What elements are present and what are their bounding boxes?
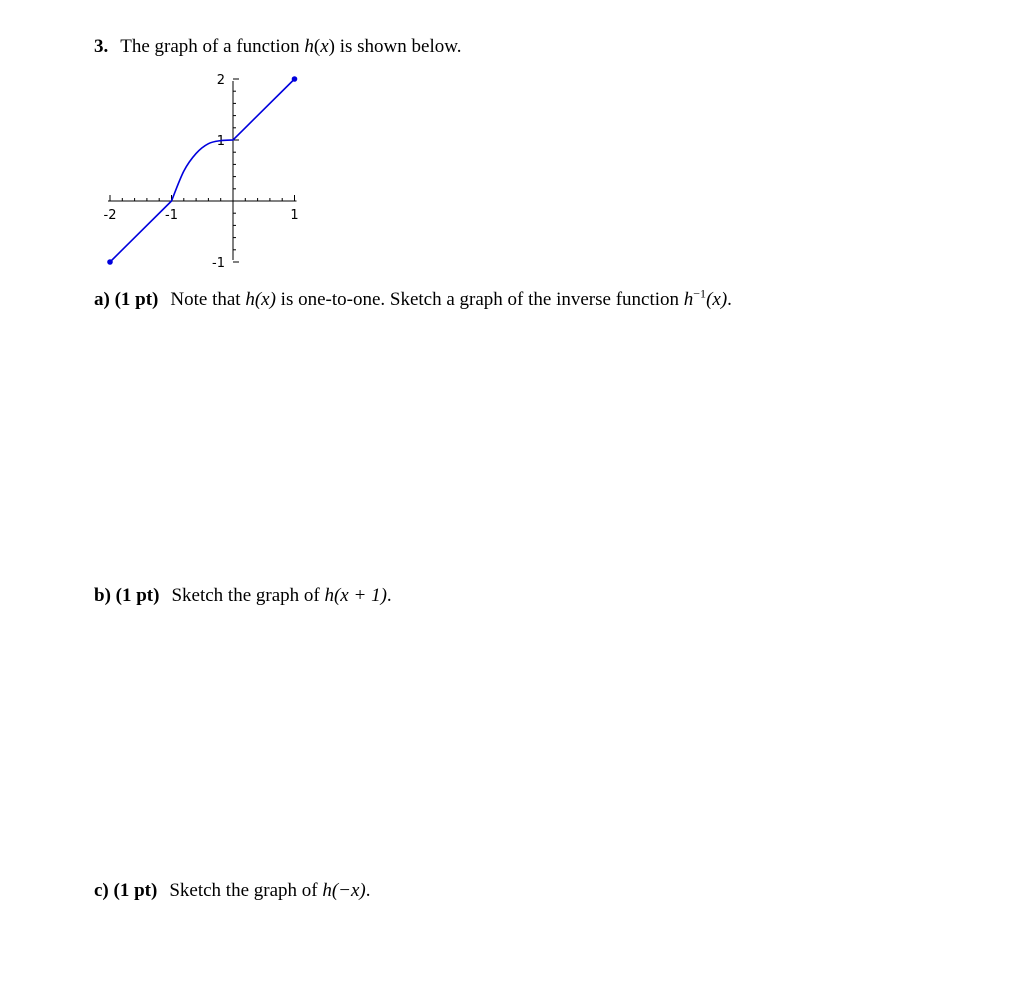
y-tick-label: 2: [216, 73, 225, 88]
function-graph: [0, 0, 1009, 300]
part-b-fn: h(x + 1): [324, 585, 387, 606]
part-a: [94, 286, 732, 311]
axes: [108, 81, 297, 260]
y-tick-label: 1: [216, 134, 225, 149]
intro-before: The graph of a function: [120, 36, 305, 57]
part-c-label: c) (1 pt): [94, 880, 158, 901]
part-c-end: .: [365, 880, 371, 901]
fn-var: x: [320, 36, 329, 57]
y-tick-label: -1: [212, 256, 225, 271]
x-tick-label: -2: [103, 208, 117, 223]
part-a-fn: h(x): [245, 289, 276, 310]
problem-statement: 3. The graph of a function h(x) is shown below.: [94, 36, 462, 57]
part-a-end: .: [727, 289, 732, 310]
endpoint-dot: [292, 76, 298, 82]
part-a-text-before: Note that: [170, 289, 246, 310]
part-b-label: b) (1 pt): [94, 585, 160, 606]
part-b-end: .: [386, 585, 392, 606]
part-a-text-mid: is one-to-one. Sketch a graph of the inverse function: [275, 289, 684, 310]
part-a-inv-sup: −1: [693, 286, 707, 301]
part-a-label: a) (1 pt): [94, 289, 159, 310]
fn-name: h: [304, 36, 314, 57]
part-c: [94, 880, 371, 902]
part-c-fn: h(−x): [322, 880, 366, 901]
h-curve: [110, 79, 295, 262]
intro-after: is shown below.: [334, 36, 462, 57]
tick-labels: [104, 73, 299, 271]
part-a-inv-arg: (x): [706, 289, 728, 310]
part-b-text-before: Sketch the graph of: [171, 585, 325, 606]
x-tick-label: -1: [165, 208, 178, 223]
x-tick-label: 1: [290, 208, 299, 223]
problem-number: 3.: [94, 36, 109, 57]
endpoint-dot: [107, 259, 113, 265]
part-c-text-before: Sketch the graph of: [169, 880, 323, 901]
part-a-inv-fn: h: [683, 289, 694, 310]
part-b: [94, 585, 392, 607]
